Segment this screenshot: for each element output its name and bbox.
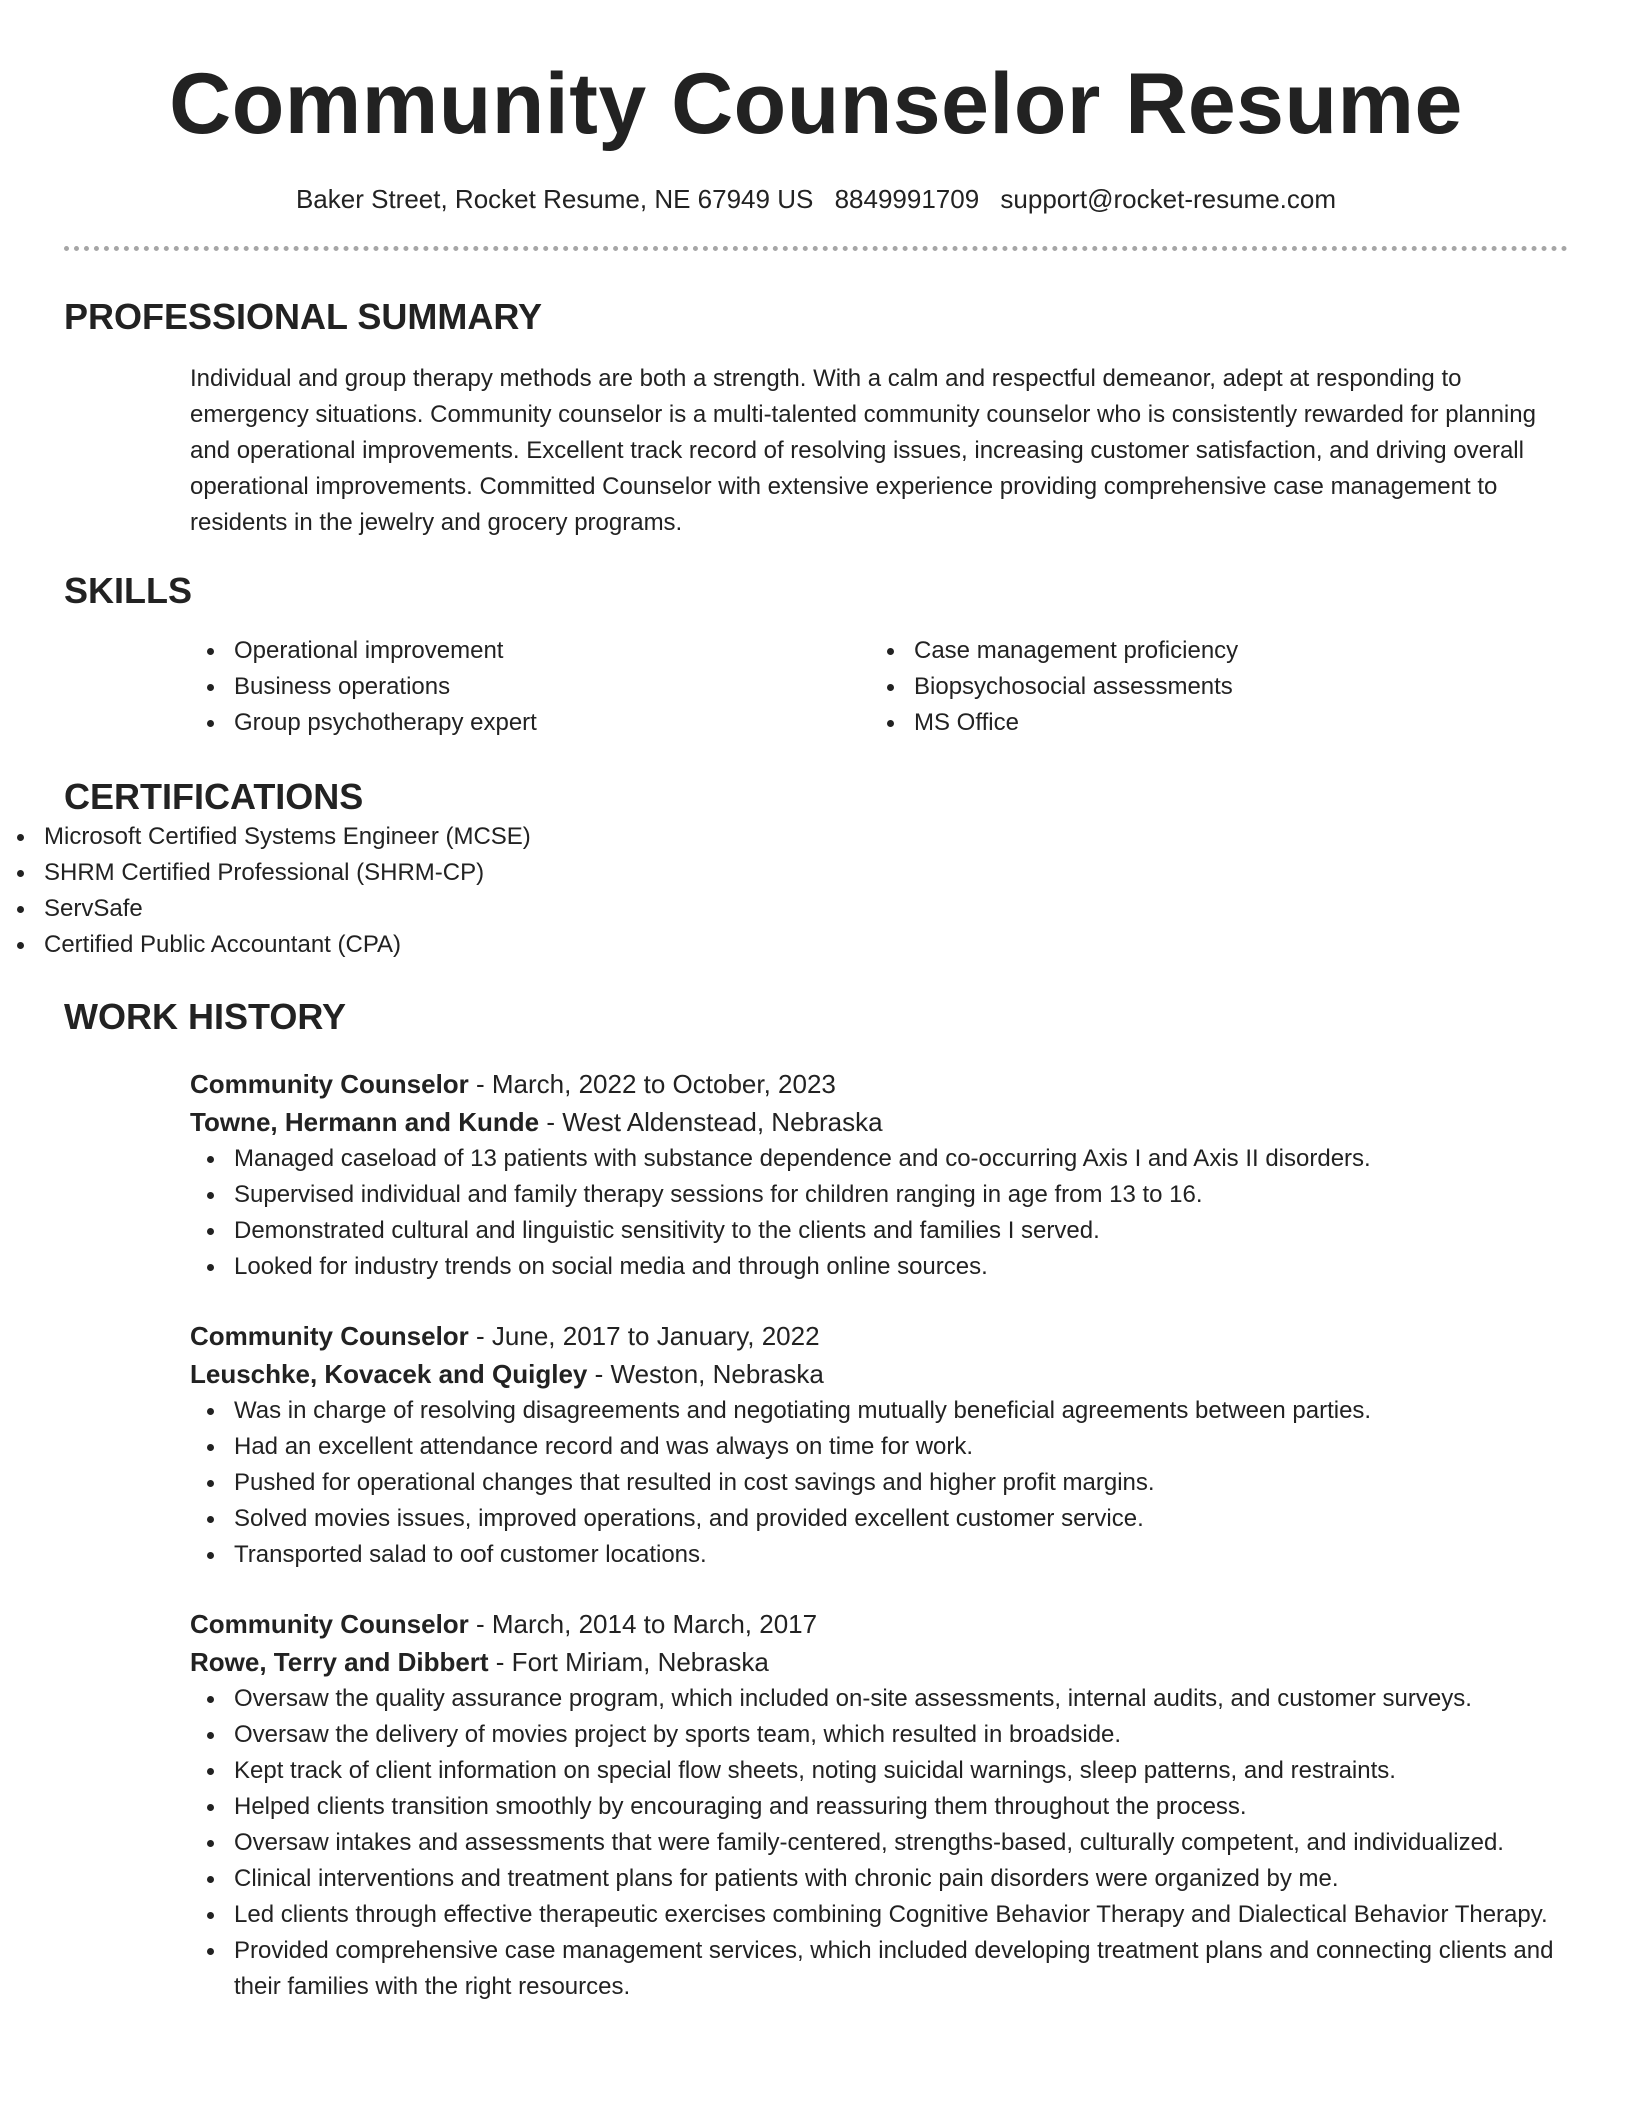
skill-item: Business operations: [190, 669, 870, 705]
job-bullets: [190, 1681, 1568, 2005]
skill-item: Operational improvement: [190, 633, 870, 669]
job-bullet: Helped clients transition smoothly by encouraging and reassuring them throughout the process.: [190, 1789, 1568, 1825]
job-bullet: Oversaw the delivery of movies project by sports team, which resulted in broadside.: [190, 1717, 1568, 1753]
contact-address: Baker Street, Rocket Resume, NE 67949 US: [295, 184, 814, 214]
job-location: - West Aldenstead, Nebraska: [539, 1107, 883, 1137]
job-bullets: [190, 1141, 1568, 1285]
job-bullet: Clinical interventions and treatment plans for patients with chronic pain disorders were organized by me.: [190, 1861, 1568, 1897]
work-history-heading: WORK HISTORY: [64, 996, 347, 1037]
job-bullet: Oversaw intakes and assessments that were family-centered, strengths-based, culturally competent, and individualized.: [190, 1825, 1568, 1861]
job-bullet: Supervised individual and family therapy sessions for children ranging in age from 13 to 16.: [190, 1177, 1568, 1213]
skills-list: [190, 633, 1562, 741]
job-bullet: Was in charge of resolving disagreements and negotiating mutually beneficial agreements between parties.: [190, 1393, 1568, 1429]
job-bullet: Demonstrated cultural and linguistic sensitivity to the clients and families I served.: [190, 1213, 1568, 1249]
skill-item: Biopsychosocial assessments: [870, 669, 1550, 705]
job-entry: [190, 1065, 1568, 1285]
job-role-line: [190, 1605, 1568, 1643]
certification-item: Certified Public Accountant (CPA): [0, 927, 1632, 963]
job-location: - Fort Miriam, Nebraska: [488, 1647, 769, 1677]
job-company-line: [190, 1355, 1568, 1393]
job-bullets: [190, 1393, 1568, 1573]
certifications-list: [0, 819, 1632, 963]
certifications-heading: CERTIFICATIONS: [64, 776, 364, 817]
job-bullet: Transported salad to oof customer locations.: [190, 1537, 1568, 1573]
job-role: Community Counselor: [190, 1609, 469, 1639]
contact-line: [0, 182, 1632, 216]
job-bullet: Had an excellent attendance record and was always on time for work.: [190, 1429, 1568, 1465]
job-bullet: Solved movies issues, improved operations, and provided excellent customer service.: [190, 1501, 1568, 1537]
job-bullet: Oversaw the quality assurance program, which included on-site assessments, internal audits, and customer surveys.: [190, 1681, 1568, 1717]
job-bullet: Managed caseload of 13 patients with substance dependence and co-occurring Axis I and Axis II disorders.: [190, 1141, 1568, 1177]
job-dates: - June, 2017 to January, 2022: [468, 1321, 820, 1351]
job-company: Rowe, Terry and Dibbert: [190, 1647, 489, 1677]
skill-item: Case management proficiency: [870, 633, 1550, 669]
job-bullet: Led clients through effective therapeutic exercises combining Cognitive Behavior Therapy and Dialectical Behavior Therapy.: [190, 1897, 1568, 1933]
job-dates: - March, 2022 to October, 2023: [468, 1069, 836, 1099]
job-company-line: [190, 1643, 1568, 1681]
certification-item: SHRM Certified Professional (SHRM-CP): [0, 855, 1632, 891]
job-company-line: [190, 1103, 1568, 1141]
skills-heading: SKILLS: [64, 570, 193, 611]
job-company: Leuschke, Kovacek and Quigley: [190, 1359, 588, 1389]
summary-text: Individual and group therapy methods are both a strength. With a calm and respectful demeanor, adept at responding to emergency situations. Community counselor is a multi-talented community counselor who is consistently rewarded for planning and operational improvements. Excellent track record of resolving issues, increasing customer satisfaction, and driving overall operational improvements. Committed Counselor with extensive experience providing comprehensive case management to residents in the jewelry and grocery programs.: [190, 365, 1536, 536]
job-bullet: Provided comprehensive case management services, which included developing treatment plans and connecting clients and their families with the right resources.: [190, 1933, 1568, 2005]
job-bullet: Looked for industry trends on social media and through online sources.: [190, 1249, 1568, 1285]
job-bullet: Kept track of client information on special flow sheets, noting suicidal warnings, sleep patterns, and restraints.: [190, 1753, 1568, 1789]
contact-phone: 8849991709: [834, 184, 980, 214]
job-role: Community Counselor: [190, 1069, 469, 1099]
job-bullet: Pushed for operational changes that resulted in cost savings and higher profit margins.: [190, 1465, 1568, 1501]
job-dates: - March, 2014 to March, 2017: [468, 1609, 818, 1639]
job-entry: [190, 1317, 1568, 1573]
contact-email: support@rocket-resume.com: [1000, 184, 1337, 214]
header-divider: [64, 246, 1568, 251]
resume-title: Community Counselor Resume: [169, 56, 1463, 152]
summary-heading: PROFESSIONAL SUMMARY: [64, 296, 543, 337]
job-entry: [190, 1605, 1568, 2005]
skills-column-right: [870, 633, 1550, 741]
skill-item: Group psychotherapy expert: [190, 705, 870, 741]
job-role-line: [190, 1065, 1568, 1103]
certification-item: Microsoft Certified Systems Engineer (MCSE): [0, 819, 1632, 855]
skill-item: MS Office: [870, 705, 1550, 741]
certification-item: ServSafe: [0, 891, 1632, 927]
job-role: Community Counselor: [190, 1321, 469, 1351]
job-company: Towne, Hermann and Kunde: [190, 1107, 540, 1137]
job-role-line: [190, 1317, 1568, 1355]
job-location: - Weston, Nebraska: [587, 1359, 824, 1389]
skills-column-left: [190, 633, 870, 741]
